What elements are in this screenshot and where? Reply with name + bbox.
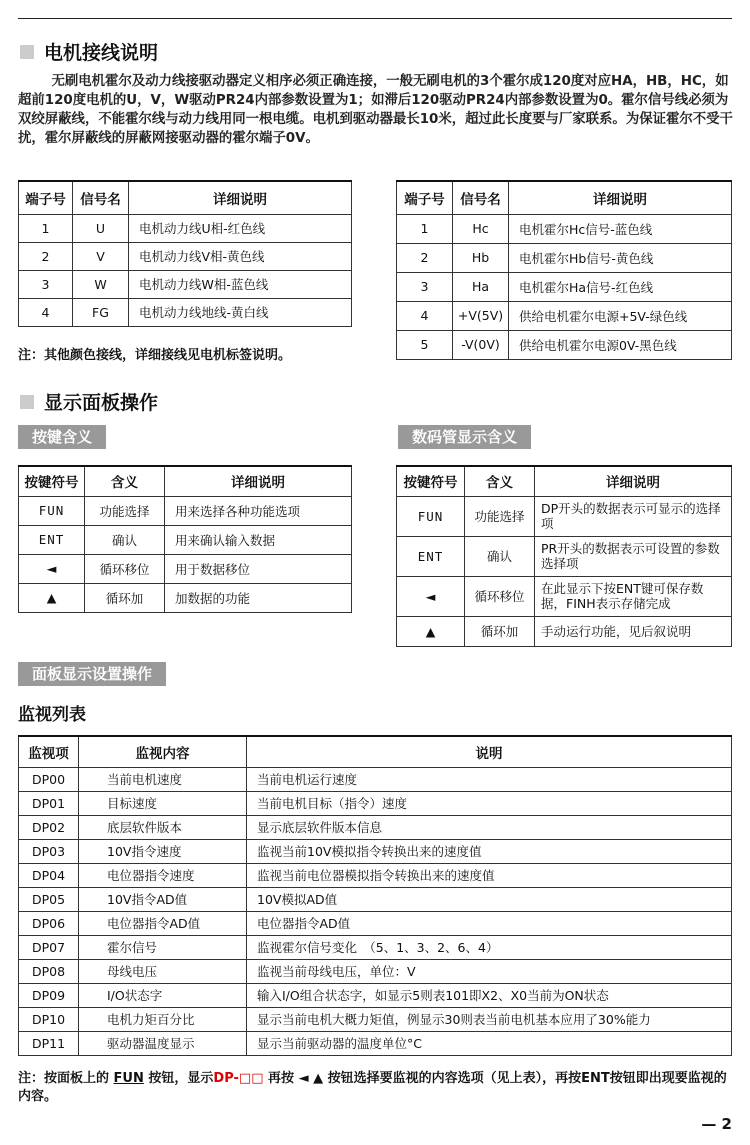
monitor-table: 监视项 监视内容 说明 DP00 当前电机速度 当前电机运行速度 DP01 目标速度 当前电机目标（指令）速度 DP02 底层软件版本 显示底层软件版本信息 DP03 10V指令速度 监视当前10V模拟指令转换出来的速度值 DP04 电位器指令速度 监视当前电位器模拟指令转换出来的速度值 DP05 10V指令AD值 10V模拟AD值 DP06 电位器指令AD值 电位器指令AD值 DP07 霍尔信号 监视霍尔信号变化 （5、1、3、2、6、4） DP08 母线电压 监视当前母线电压，单位：V DP09 I/O状态字 输入I/O组合状态字，如显示5则表101即X2、X0当前为ON状态 DP10 电机力矩百分比 显示当前电机大概力矩值，例显示30则表当前电机基本应用了30%能力 DP11 驱动器温度显示 显示当前驱动器的温度单位°C — [18, 735, 732, 1056]
table-row: DP11 驱动器温度显示 显示当前驱动器的温度单位°C — [19, 1031, 732, 1055]
table-row: ENT 确认 用来确认输入数据 — [19, 525, 352, 554]
table-row: DP09 I/O状态字 输入I/O组合状态字，如显示5则表101即X2、X0当前为ON状态 — [19, 983, 732, 1007]
left-arrow-icon: ◄ — [19, 554, 85, 583]
arrow-keys-icon: ◄ ▲ — [298, 1071, 324, 1086]
table-row: DP10 电机力矩百分比 显示当前电机大概力矩值，例显示30则表当前电机基本应用了30%能力 — [19, 1007, 732, 1031]
display-meaning-table: 按键符号 含义 详细说明 FUN 功能选择 DP开头的数据表示可显示的选择项 ENT 确认 PR开头的数据表示可设置的参数选择项 ◄ 循环移位 在此显示下按ENT键可保存数据，FINH表示存储完成 ▲ 循环加 手动运行功能，见后叙说明 — [396, 465, 732, 647]
table-row: FUN 功能选择 用来选择各种功能选项 — [19, 496, 352, 525]
square-bullet-icon — [20, 395, 34, 409]
fun-key-icon: FUN — [397, 496, 465, 536]
monitor-note: 注：按面板上的 FUN 按钮，显示DP-□□ 再按 ◄ ▲ 按钮选择要监视的内容选项（见上表），再按ENT按钮即出现要监视的内容。 — [18, 1071, 727, 1104]
monitor-list-title: 监视列表 — [18, 705, 86, 725]
tag-display-meaning: 数码管显示含义 — [398, 425, 531, 449]
up-arrow-icon: ▲ — [397, 616, 465, 646]
table-row: ▲ 循环加 加数据的功能 — [19, 583, 352, 612]
table-row: ▲ 循环加 手动运行功能，见后叙说明 — [397, 616, 732, 646]
section-title-wiring: 电机接线说明 — [20, 38, 158, 65]
table-row: 5 -V(0V) 供给电机霍尔电源0V-黑色线 — [397, 330, 732, 359]
table-row: FUN 功能选择 DP开头的数据表示可显示的选择项 — [397, 496, 732, 536]
table-row: 2 Hb 电机霍尔Hb信号-黄色线 — [397, 243, 732, 272]
power-wiring-table: 端子号 信号名 详细说明 1 U 电机动力线U相-红色线 2 V 电机动力线V相-黄色线 3 W 电机动力线W相-蓝色线 4 FG 电机动力线地线-黄白线 — [18, 180, 352, 327]
table-row: 4 +V(5V) 供给电机霍尔电源+5V-绿色线 — [397, 301, 732, 330]
page-number: — 2 — [701, 1115, 732, 1133]
up-arrow-icon: ▲ — [19, 583, 85, 612]
table-row: 3 Ha 电机霍尔Ha信号-红色线 — [397, 272, 732, 301]
table-row: DP04 电位器指令速度 监视当前电位器模拟指令转换出来的速度值 — [19, 863, 732, 887]
table-row: 1 U 电机动力线U相-红色线 — [19, 214, 352, 242]
key-meaning-table: 按键符号 含义 详细说明 FUN 功能选择 用来选择各种功能选项 ENT 确认 用来确认输入数据 ◄ 循环移位 用于数据移位 ▲ 循环加 加数据的功能 — [18, 465, 352, 613]
table-row: DP03 10V指令速度 监视当前10V模拟指令转换出来的速度值 — [19, 839, 732, 863]
table-row: ◄ 循环移位 用于数据移位 — [19, 554, 352, 583]
table-row: DP06 电位器指令AD值 电位器指令AD值 — [19, 911, 732, 935]
table-row: DP05 10V指令AD值 10V模拟AD值 — [19, 887, 732, 911]
wiring-paragraph: 无刷电机霍尔及动力线接驱动器定义相序必须正确连接，一般无刷电机的3个霍尔成120度对应HA，HB，HC，如超前120度电机的U，V，W驱动PR24内部参数设置为1；如滞后120驱动PR24内部参数设置为0。霍尔信号线必须为双绞屏蔽线，不能霍尔线与动力线用同一根电缆。电机到驱动器最长10米，超过此长度要与厂家联系。为保证霍尔不受干扰，霍尔屏蔽线的屏蔽网接驱动器的霍尔端子0V。 — [18, 74, 733, 146]
table-row: 4 FG 电机动力线地线-黄白线 — [19, 298, 352, 326]
ent-key-icon: ENT — [19, 525, 85, 554]
table-row: DP08 母线电压 监视当前母线电压，单位：V — [19, 959, 732, 983]
table-row: 3 W 电机动力线W相-蓝色线 — [19, 270, 352, 298]
ent-key-icon: ENT — [397, 536, 465, 576]
table-row: 1 Hc 电机霍尔Hc信号-蓝色线 — [397, 214, 732, 243]
tag-key-meaning: 按键含义 — [18, 425, 106, 449]
hall-wiring-table: 端子号 信号名 详细说明 1 Hc 电机霍尔Hc信号-蓝色线 2 Hb 电机霍尔Hb信号-黄色线 3 Ha 电机霍尔Ha信号-红色线 4 +V(5V) 供给电机霍尔电源+5V-绿色线 5 -V(0V) 供给电机霍尔电源0V-黑色线 — [396, 180, 732, 360]
table-row: ENT 确认 PR开头的数据表示可设置的参数选择项 — [397, 536, 732, 576]
square-bullet-icon — [20, 45, 34, 59]
top-rule — [18, 18, 732, 19]
wiring-note: 注：其他颜色接线，详细接线见电机标签说明。 — [18, 348, 292, 363]
fun-key-icon: FUN — [19, 496, 85, 525]
table-row: ◄ 循环移位 在此显示下按ENT键可保存数据，FINH表示存储完成 — [397, 576, 732, 616]
table-row: DP01 目标速度 当前电机目标（指令）速度 — [19, 791, 732, 815]
table-row: DP00 当前电机速度 当前电机运行速度 — [19, 767, 732, 791]
table-row: DP02 底层软件版本 显示底层软件版本信息 — [19, 815, 732, 839]
left-arrow-icon: ◄ — [397, 576, 465, 616]
table-row: 2 V 电机动力线V相-黄色线 — [19, 242, 352, 270]
table-row: DP07 霍尔信号 监视霍尔信号变化 （5、1、3、2、6、4） — [19, 935, 732, 959]
tag-panel-setting: 面板显示设置操作 — [18, 662, 166, 686]
section-title-panel: 显示面板操作 — [20, 388, 158, 415]
